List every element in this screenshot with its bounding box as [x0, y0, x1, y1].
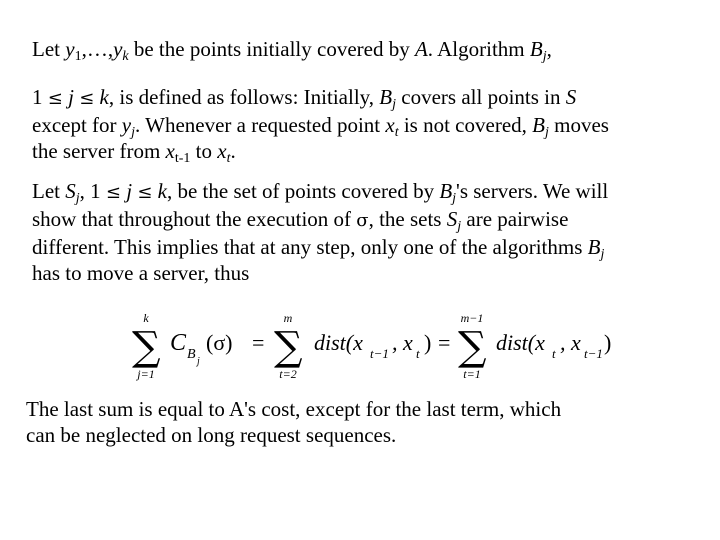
sigma-symbol: ∑ — [458, 324, 487, 370]
cost-subscript: B — [187, 347, 196, 362]
sum-upper-limit: m — [283, 311, 293, 325]
paragraph-line: has to move a server, thus — [32, 261, 250, 285]
paragraph-line: 1 ≤ j ≤ k, is defined as follows: Initially, $B_j$ covers all points in S — [32, 85, 577, 112]
paragraph-line: the server from $x_{t-1}$ to $x_t$. — [32, 139, 236, 166]
paragraph-claim — [32, 178, 692, 286]
sigma-symbol: ∑ — [132, 324, 161, 370]
sum-upper-limit: m−1 — [460, 311, 484, 325]
dist-close: ) — [604, 330, 612, 355]
sum-lower-limit: j=1 — [137, 367, 155, 381]
dist-term: dist(x — [496, 330, 545, 355]
sum-equation — [128, 306, 618, 390]
dist-close: ) — [424, 330, 432, 355]
dist-term: dist(x — [314, 330, 363, 355]
paragraph-definition — [32, 36, 692, 164]
cost-symbol: C — [170, 330, 187, 356]
paragraph-line: except for $y_j$. Whenever a requested point $x_t$ is not covered, $B_j$ moves — [32, 113, 609, 140]
cost-argument: (σ) — [206, 330, 233, 355]
paragraph-line: can be neglected on long request sequences. — [26, 423, 397, 447]
sum-lower-limit: t=2 — [279, 367, 297, 381]
paragraph-line: show that throughout the execution of σ, the sets $S_j$ are pairwise — [32, 207, 569, 234]
paragraph-line: different. This implies that at any step, only one of the algorithms $B_j$ — [32, 235, 605, 262]
cost-subsubscript: j — [197, 356, 200, 367]
dist-subscript: t — [416, 346, 420, 361]
paragraph-line: Let $S_j$, 1 ≤ j ≤ k, be the set of points covered by $B_j's$ servers. We will — [32, 179, 609, 206]
dist-comma: , x — [392, 330, 413, 355]
equals-sign: = — [438, 330, 451, 355]
dist-subscript: t — [552, 346, 556, 361]
paragraph-line: The last sum is equal to A's cost, except for the last term, which — [26, 397, 562, 421]
paragraph-line: Let $y_1,\dots,y_k$ be the points initially covered by A. Algorithm $B_j$, — [32, 37, 552, 64]
paragraph-conclusion — [26, 396, 686, 448]
equals-sign: = — [252, 330, 265, 355]
sigma-symbol: ∑ — [274, 324, 303, 370]
dist-comma: , x — [560, 330, 581, 355]
sum-upper-limit: k — [143, 311, 149, 325]
dist-subscript: t−1 — [584, 346, 603, 361]
dist-subscript: t−1 — [370, 346, 389, 361]
sum-lower-limit: t=1 — [463, 367, 481, 381]
